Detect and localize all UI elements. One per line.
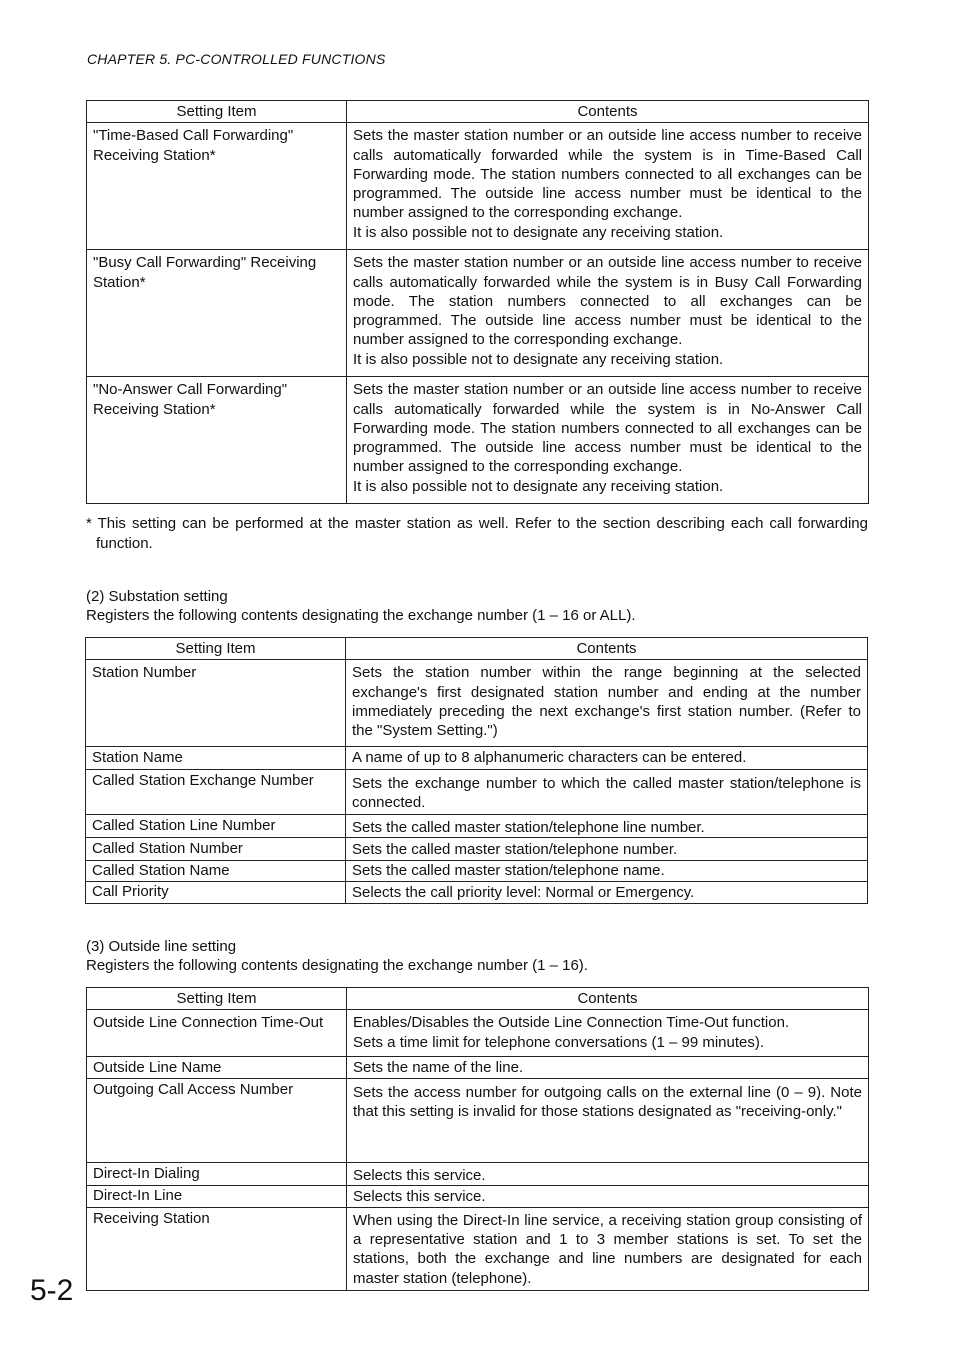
page-number: 5-2 [30,1274,74,1307]
table-row [86,660,868,747]
setting-item-cell: Station Number [86,660,346,747]
section-title: (2) Substation setting [86,588,228,605]
contents-cell: Sets the called master station/telephone number. [346,838,868,860]
table-row [86,882,868,904]
column-header-contents: Contents [347,988,869,1010]
chapter-header: CHAPTER 5. PC-CONTROLLED FUNCTIONS [87,51,386,67]
contents-cell: Sets the station number within the range beginning at the selected exchange's first designated station number and ending at the number immediately preceding the next exchange's first station number. (Refer to the "System Setting.") [346,660,868,747]
contents-text-2: It is also possible not to designate any receiving station. [353,350,724,368]
table-row [87,1010,869,1057]
table-row [86,860,868,881]
setting-item-cell: Called Station Exchange Number [86,769,346,815]
column-header-setting-item: Setting Item [86,638,346,660]
contents-cell: Selects this service. [347,1186,869,1207]
setting-item-cell: Receiving Station [87,1207,347,1290]
column-header-contents: Contents [347,101,869,123]
section-title: (3) Outside line setting [86,938,237,955]
contents-text: Enables/Disables the Outside Line Connection Time-Out function. [353,1014,790,1032]
contents-text-2: It is also possible not to designate any receiving station. [353,223,724,241]
outside-line-settings-table [86,987,869,1291]
setting-item-cell: Direct-In Line [87,1186,347,1207]
contents-cell: Sets the exchange number to which the called master station/telephone is connected. [346,769,868,815]
setting-item-cell: Call Priority [86,882,346,904]
setting-item-cell: Outgoing Call Access Number [87,1079,347,1163]
section-description: Registers the following contents designating the exchange number (1 – 16 or ALL). [86,607,636,624]
forwarding-settings-table [86,100,869,504]
setting-item-cell: Outside Line Connection Time-Out [87,1010,347,1057]
table-row [86,747,868,769]
column-header-contents: Contents [346,638,868,660]
setting-item-cell: "Busy Call Forwarding" Receiving Station* [87,250,347,377]
contents-cell [347,123,869,250]
contents-text: Sets the master station number or an outside line access number to receive calls automatically forwarded while the system is in Busy Call Forwarding mode. The station numbers connected to all exchanges can be programmed. The outside line access number must be identical to the number assigned to the corresponding exchange. [353,254,862,349]
table-row [86,815,868,838]
contents-cell: Sets the access number for outgoing calls on the external line (0 – 9). Note that this setting is invalid for those stations designated as "receiving-only." [347,1079,869,1163]
contents-text-2: It is also possible not to designate any receiving station. [353,477,724,495]
table-row [87,250,869,377]
table-row [86,769,868,815]
contents-cell: Sets the name of the line. [347,1056,869,1078]
table-row [86,838,868,860]
table-row [87,1056,869,1078]
contents-cell: Sets the called master station/telephone line number. [346,815,868,838]
setting-item-cell: Direct-In Dialing [87,1163,347,1186]
setting-item-cell: Called Station Name [86,860,346,881]
contents-cell: A name of up to 8 alphanumeric characters can be entered. [346,747,868,769]
setting-item-cell: Called Station Line Number [86,815,346,838]
footnote: * This setting can be performed at the master station as well. Refer to the section describing each call forwarding function. [86,515,868,552]
column-header-setting-item: Setting Item [87,101,347,123]
section-description: Registers the following contents designating the exchange number (1 – 16). [86,957,588,974]
table-header-row [86,638,868,660]
setting-item-cell: "Time-Based Call Forwarding" Receiving Station* [87,123,347,250]
contents-cell: When using the Direct-In line service, a receiving station group consisting of a representative station and 1 to 3 member stations is set. To set the stations, both the exchange and line numbers are designated for each master station (telephone). [347,1207,869,1290]
setting-item-cell: Station Name [86,747,346,769]
contents-cell [347,1010,869,1057]
contents-cell [347,377,869,504]
column-header-setting-item: Setting Item [87,988,347,1010]
table-row [87,1163,869,1186]
contents-cell: Selects this service. [347,1163,869,1186]
table-row [87,377,869,504]
contents-cell: Selects the call priority level: Normal or Emergency. [346,882,868,904]
table-row [87,1079,869,1163]
table-row [87,1186,869,1207]
contents-cell [347,250,869,377]
contents-text-2: Sets a time limit for telephone conversations (1 – 99 minutes). [353,1033,765,1051]
substation-settings-table [85,637,868,904]
table-row [87,123,869,250]
setting-item-cell: Called Station Number [86,838,346,860]
contents-text: Sets the master station number or an outside line access number to receive calls automatically forwarded while the system is in No-Answer Call Forwarding mode. The station numbers connected to all exchanges can be programmed. The outside line access number must be identical to the number assigned to the corresponding exchange. [353,381,862,476]
table-row [87,1207,869,1290]
setting-item-cell: "No-Answer Call Forwarding" Receiving Station* [87,377,347,504]
contents-cell: Sets the called master station/telephone name. [346,860,868,881]
contents-text: Sets the master station number or an outside line access number to receive calls automatically forwarded while the system is in Time-Based Call Forwarding mode. The station numbers connected to all exchanges can be programmed. The outside line access number must be identical to the number assigned to the corresponding exchange. [353,127,862,222]
table-header-row [87,988,869,1010]
table-header-row [87,101,869,123]
setting-item-cell: Outside Line Name [87,1056,347,1078]
